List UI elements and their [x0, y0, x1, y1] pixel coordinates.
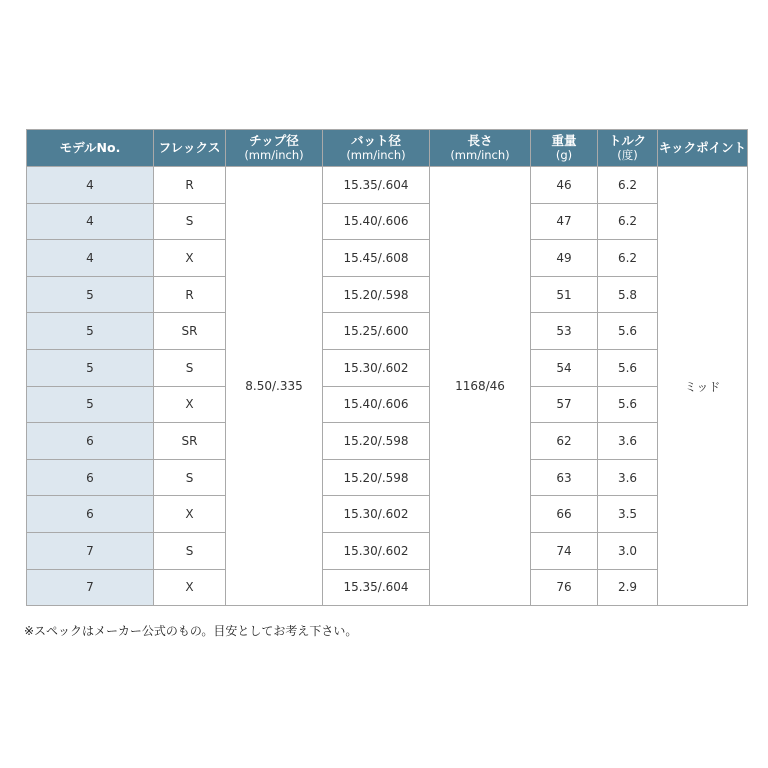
flex-cell: S — [154, 532, 226, 569]
spec-table-body — [27, 167, 748, 606]
flex-cell: R — [154, 167, 226, 204]
flex-cell: X — [154, 240, 226, 277]
torque-cell: 6.2 — [598, 240, 658, 277]
header-model: モデルNo. — [27, 130, 154, 167]
flex-cell: X — [154, 496, 226, 533]
table-row — [27, 423, 748, 460]
weight-cell: 51 — [531, 276, 598, 313]
header-kick-point: キックポイント — [658, 130, 748, 167]
model-cell: 5 — [27, 386, 154, 423]
butt-diameter-cell: 15.40/.606 — [323, 203, 430, 240]
weight-cell: 46 — [531, 167, 598, 204]
length-cell: 1168/46 — [430, 167, 531, 606]
table-row — [27, 459, 748, 496]
butt-diameter-cell: 15.30/.602 — [323, 532, 430, 569]
disclaimer-note: ※スペックはメーカー公式のもの。目安としてお考え下さい。 — [24, 624, 358, 638]
torque-cell: 6.2 — [598, 167, 658, 204]
model-cell: 5 — [27, 276, 154, 313]
butt-diameter-cell: 15.25/.600 — [323, 313, 430, 350]
weight-cell: 54 — [531, 349, 598, 386]
weight-cell: 74 — [531, 532, 598, 569]
weight-cell: 62 — [531, 423, 598, 460]
spec-table — [26, 129, 748, 606]
flex-cell: SR — [154, 313, 226, 350]
header-torque: トルク (度) — [598, 130, 658, 167]
table-row — [27, 240, 748, 277]
header-butt-diameter: バット径 (mm/inch) — [323, 130, 430, 167]
torque-cell: 5.6 — [598, 386, 658, 423]
butt-diameter-cell: 15.20/.598 — [323, 459, 430, 496]
model-cell: 7 — [27, 569, 154, 606]
model-cell: 5 — [27, 349, 154, 386]
header-length: 長さ (mm/inch) — [430, 130, 531, 167]
table-row — [27, 349, 748, 386]
header-torque-unit: (度) — [617, 148, 638, 162]
butt-diameter-cell: 15.35/.604 — [323, 569, 430, 606]
torque-cell: 2.9 — [598, 569, 658, 606]
torque-cell: 3.6 — [598, 423, 658, 460]
header-row — [27, 130, 748, 167]
header-weight-unit: (g) — [555, 148, 573, 162]
torque-cell: 5.6 — [598, 313, 658, 350]
torque-cell: 5.8 — [598, 276, 658, 313]
weight-cell: 76 — [531, 569, 598, 606]
butt-diameter-cell: 15.20/.598 — [323, 423, 430, 460]
flex-cell: S — [154, 349, 226, 386]
flex-cell: X — [154, 386, 226, 423]
header-length-unit: (mm/inch) — [450, 148, 510, 162]
model-cell: 6 — [27, 423, 154, 460]
weight-cell: 49 — [531, 240, 598, 277]
header-tip-unit: (mm/inch) — [244, 148, 304, 162]
flex-cell: SR — [154, 423, 226, 460]
butt-diameter-cell: 15.45/.608 — [323, 240, 430, 277]
tip-diameter-cell: 8.50/.335 — [226, 167, 323, 606]
model-cell: 6 — [27, 496, 154, 533]
weight-cell: 47 — [531, 203, 598, 240]
torque-cell: 6.2 — [598, 203, 658, 240]
torque-cell: 3.5 — [598, 496, 658, 533]
header-weight: 重量 (g) — [531, 130, 598, 167]
table-row — [27, 167, 748, 204]
model-cell: 4 — [27, 167, 154, 204]
torque-cell: 3.6 — [598, 459, 658, 496]
weight-cell: 57 — [531, 386, 598, 423]
weight-cell: 63 — [531, 459, 598, 496]
flex-cell: X — [154, 569, 226, 606]
model-cell: 7 — [27, 532, 154, 569]
butt-diameter-cell: 15.40/.606 — [323, 386, 430, 423]
flex-cell: R — [154, 276, 226, 313]
table-row — [27, 569, 748, 606]
torque-cell: 3.0 — [598, 532, 658, 569]
table-row — [27, 496, 748, 533]
butt-diameter-cell: 15.20/.598 — [323, 276, 430, 313]
table-row — [27, 276, 748, 313]
table-row — [27, 386, 748, 423]
header-tip-diameter: チップ径 (mm/inch) — [226, 130, 323, 167]
model-cell: 6 — [27, 459, 154, 496]
butt-diameter-cell: 15.35/.604 — [323, 167, 430, 204]
table-row — [27, 532, 748, 569]
model-cell: 5 — [27, 313, 154, 350]
flex-cell: S — [154, 459, 226, 496]
weight-cell: 66 — [531, 496, 598, 533]
table-row — [27, 313, 748, 350]
torque-cell: 5.6 — [598, 349, 658, 386]
table-row — [27, 203, 748, 240]
flex-cell: S — [154, 203, 226, 240]
model-cell: 4 — [27, 240, 154, 277]
weight-cell: 53 — [531, 313, 598, 350]
model-cell: 4 — [27, 203, 154, 240]
header-butt-unit: (mm/inch) — [346, 148, 406, 162]
header-flex: フレックス — [154, 130, 226, 167]
kick-point-cell: ミッド — [658, 167, 748, 606]
butt-diameter-cell: 15.30/.602 — [323, 349, 430, 386]
butt-diameter-cell: 15.30/.602 — [323, 496, 430, 533]
